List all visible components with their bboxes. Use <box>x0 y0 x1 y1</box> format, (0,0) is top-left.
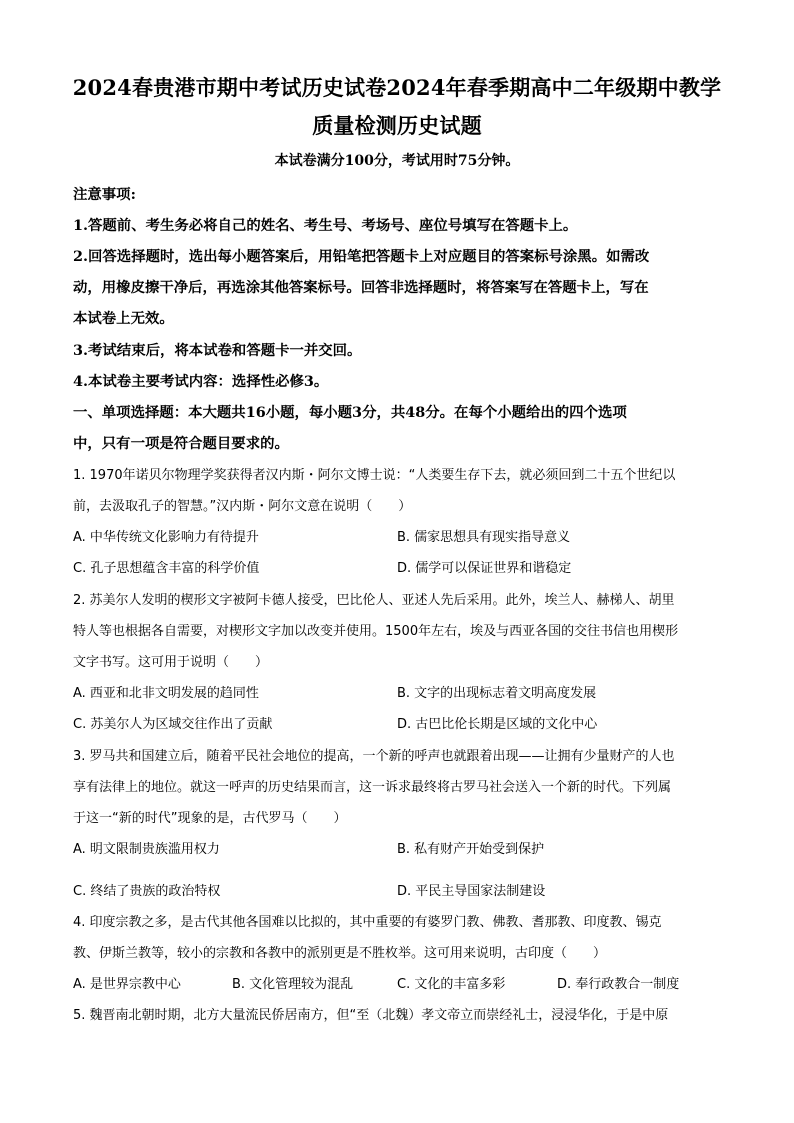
question-2-option-b: B. 文字的出现标志着文明高度发展 <box>397 686 597 701</box>
notes-heading: 注意事项: <box>73 186 136 203</box>
question-1-option-d: D. 儒学可以保证世界和谐稳定 <box>397 561 572 576</box>
question-3-option-b: B. 私有财产开始受到保护 <box>397 842 545 857</box>
question-3-option-c: C. 终结了贵族的政治特权 <box>73 884 221 899</box>
exam-title-line-2: 质量检测历史试题 <box>312 113 482 138</box>
question-4-option-c: C. 文化的丰富多彩 <box>397 977 506 992</box>
question-1-stem-line-1: 1. 1970年诺贝尔物理学奖获得者汉内斯・阿尔文博士说：“人类要生存下去，就必须回到二十五个世纪以 <box>73 468 676 483</box>
question-2-stem-line-2: 特人等也根据各自需要，对楔形文字加以改变并使用。1500年左右，埃及与西亚各国的交往书信也用楔形 <box>73 624 679 639</box>
question-2-option-c: C. 苏美尔人为区域交往作出了贡献 <box>73 717 273 732</box>
note-item-1: 1.答题前、考生务必将自己的姓名、考生号、考场号、座位号填写在答题卡上。 <box>73 217 578 234</box>
question-3-option-a: A. 明文限制贵族滥用权力 <box>73 842 220 857</box>
note-item-2-line-2: 动，用橡皮擦干净后，再选涂其他答案标号。回答非选择题时，将答案写在答题卡上，写在 <box>73 279 649 296</box>
section-heading-line-1: 一、单项选择题：本大题共16小题，每小题3分，共48分。在每个小题给出的四个选项 <box>73 404 627 421</box>
question-3-option-d: D. 平民主导国家法制建设 <box>397 884 546 899</box>
question-1-option-a: A. 中华传统文化影响力有待提升 <box>73 530 259 545</box>
question-1-stem-line-2: 前，去汲取孔子的智慧。”汉内斯・阿尔文意在说明（ ） <box>73 499 412 514</box>
question-4-option-b: B. 文化管理较为混乱 <box>232 977 354 992</box>
note-item-2-line-1: 2.回答选择题时，选出每小题答案后，用铅笔把答题卡上对应题目的答案标号涂黑。如需改 <box>73 248 650 265</box>
question-3-stem-line-3: 于这一“新的时代”现象的是，古代罗马（ ） <box>73 811 347 826</box>
question-3-stem-line-1: 3. 罗马共和国建立后，随着平民社会地位的提高，一个新的呼声也就跟着出现——让拥有少量财产的人也 <box>73 749 675 764</box>
exam-subtitle: 本试卷满分100分，考试用时75分钟。 <box>274 153 520 169</box>
question-2-stem-line-3: 文字书写。这可用于说明（ ） <box>73 655 269 670</box>
question-4-stem-line-2: 教、伊斯兰教等，较小的宗教和各教中的派别更是不胜枚举。这可用来说明，古印度（ ） <box>73 946 607 961</box>
section-heading-line-2: 中，只有一项是符合题目要求的。 <box>73 435 289 452</box>
question-4-stem-line-1: 4. 印度宗教之多，是古代其他各国难以比拟的，其中重要的有婆罗门教、佛教、耆那教、印度教、锡克 <box>73 915 662 930</box>
question-3-stem-line-2: 享有法律上的地位。就这一呼声的历史结果而言，这一诉求最终将古罗马社会送入一个新的时代。下列属 <box>73 780 672 795</box>
note-item-2-line-3: 本试卷上无效。 <box>73 310 174 327</box>
question-2-option-d: D. 古巴比伦长期是区域的文化中心 <box>397 717 598 732</box>
question-2-stem-line-1: 2. 苏美尔人发明的楔形文字被阿卡德人接受，巴比伦人、亚述人先后采用。此外，埃兰人、赫梯人、胡里 <box>73 593 675 608</box>
note-item-3: 3.考试结束后，将本试卷和答题卡一并交回。 <box>73 342 362 359</box>
question-1-option-b: B. 儒家思想具有现实指导意义 <box>397 530 571 545</box>
note-item-4: 4.本试卷主要考试内容：选择性必修3。 <box>73 373 329 390</box>
question-4-option-d: D. 奉行政教合一制度 <box>557 977 680 992</box>
question-5-stem-line-1: 5. 魏晋南北朝时期，北方大量流民侨居南方，但“至（北魏）孝文帝立而崇经礼士，浸浸华化，于是中原 <box>73 1008 669 1023</box>
question-2-option-a: A. 西亚和北非文明发展的趋同性 <box>73 686 259 701</box>
question-4-option-a: A. 是世界宗教中心 <box>73 977 181 992</box>
question-1-option-c: C. 孔子思想蕴含丰富的科学价值 <box>73 561 260 576</box>
exam-title-line-1: 2024春贵港市期中考试历史试卷2024年春季期高中二年级期中教学 <box>72 75 722 100</box>
